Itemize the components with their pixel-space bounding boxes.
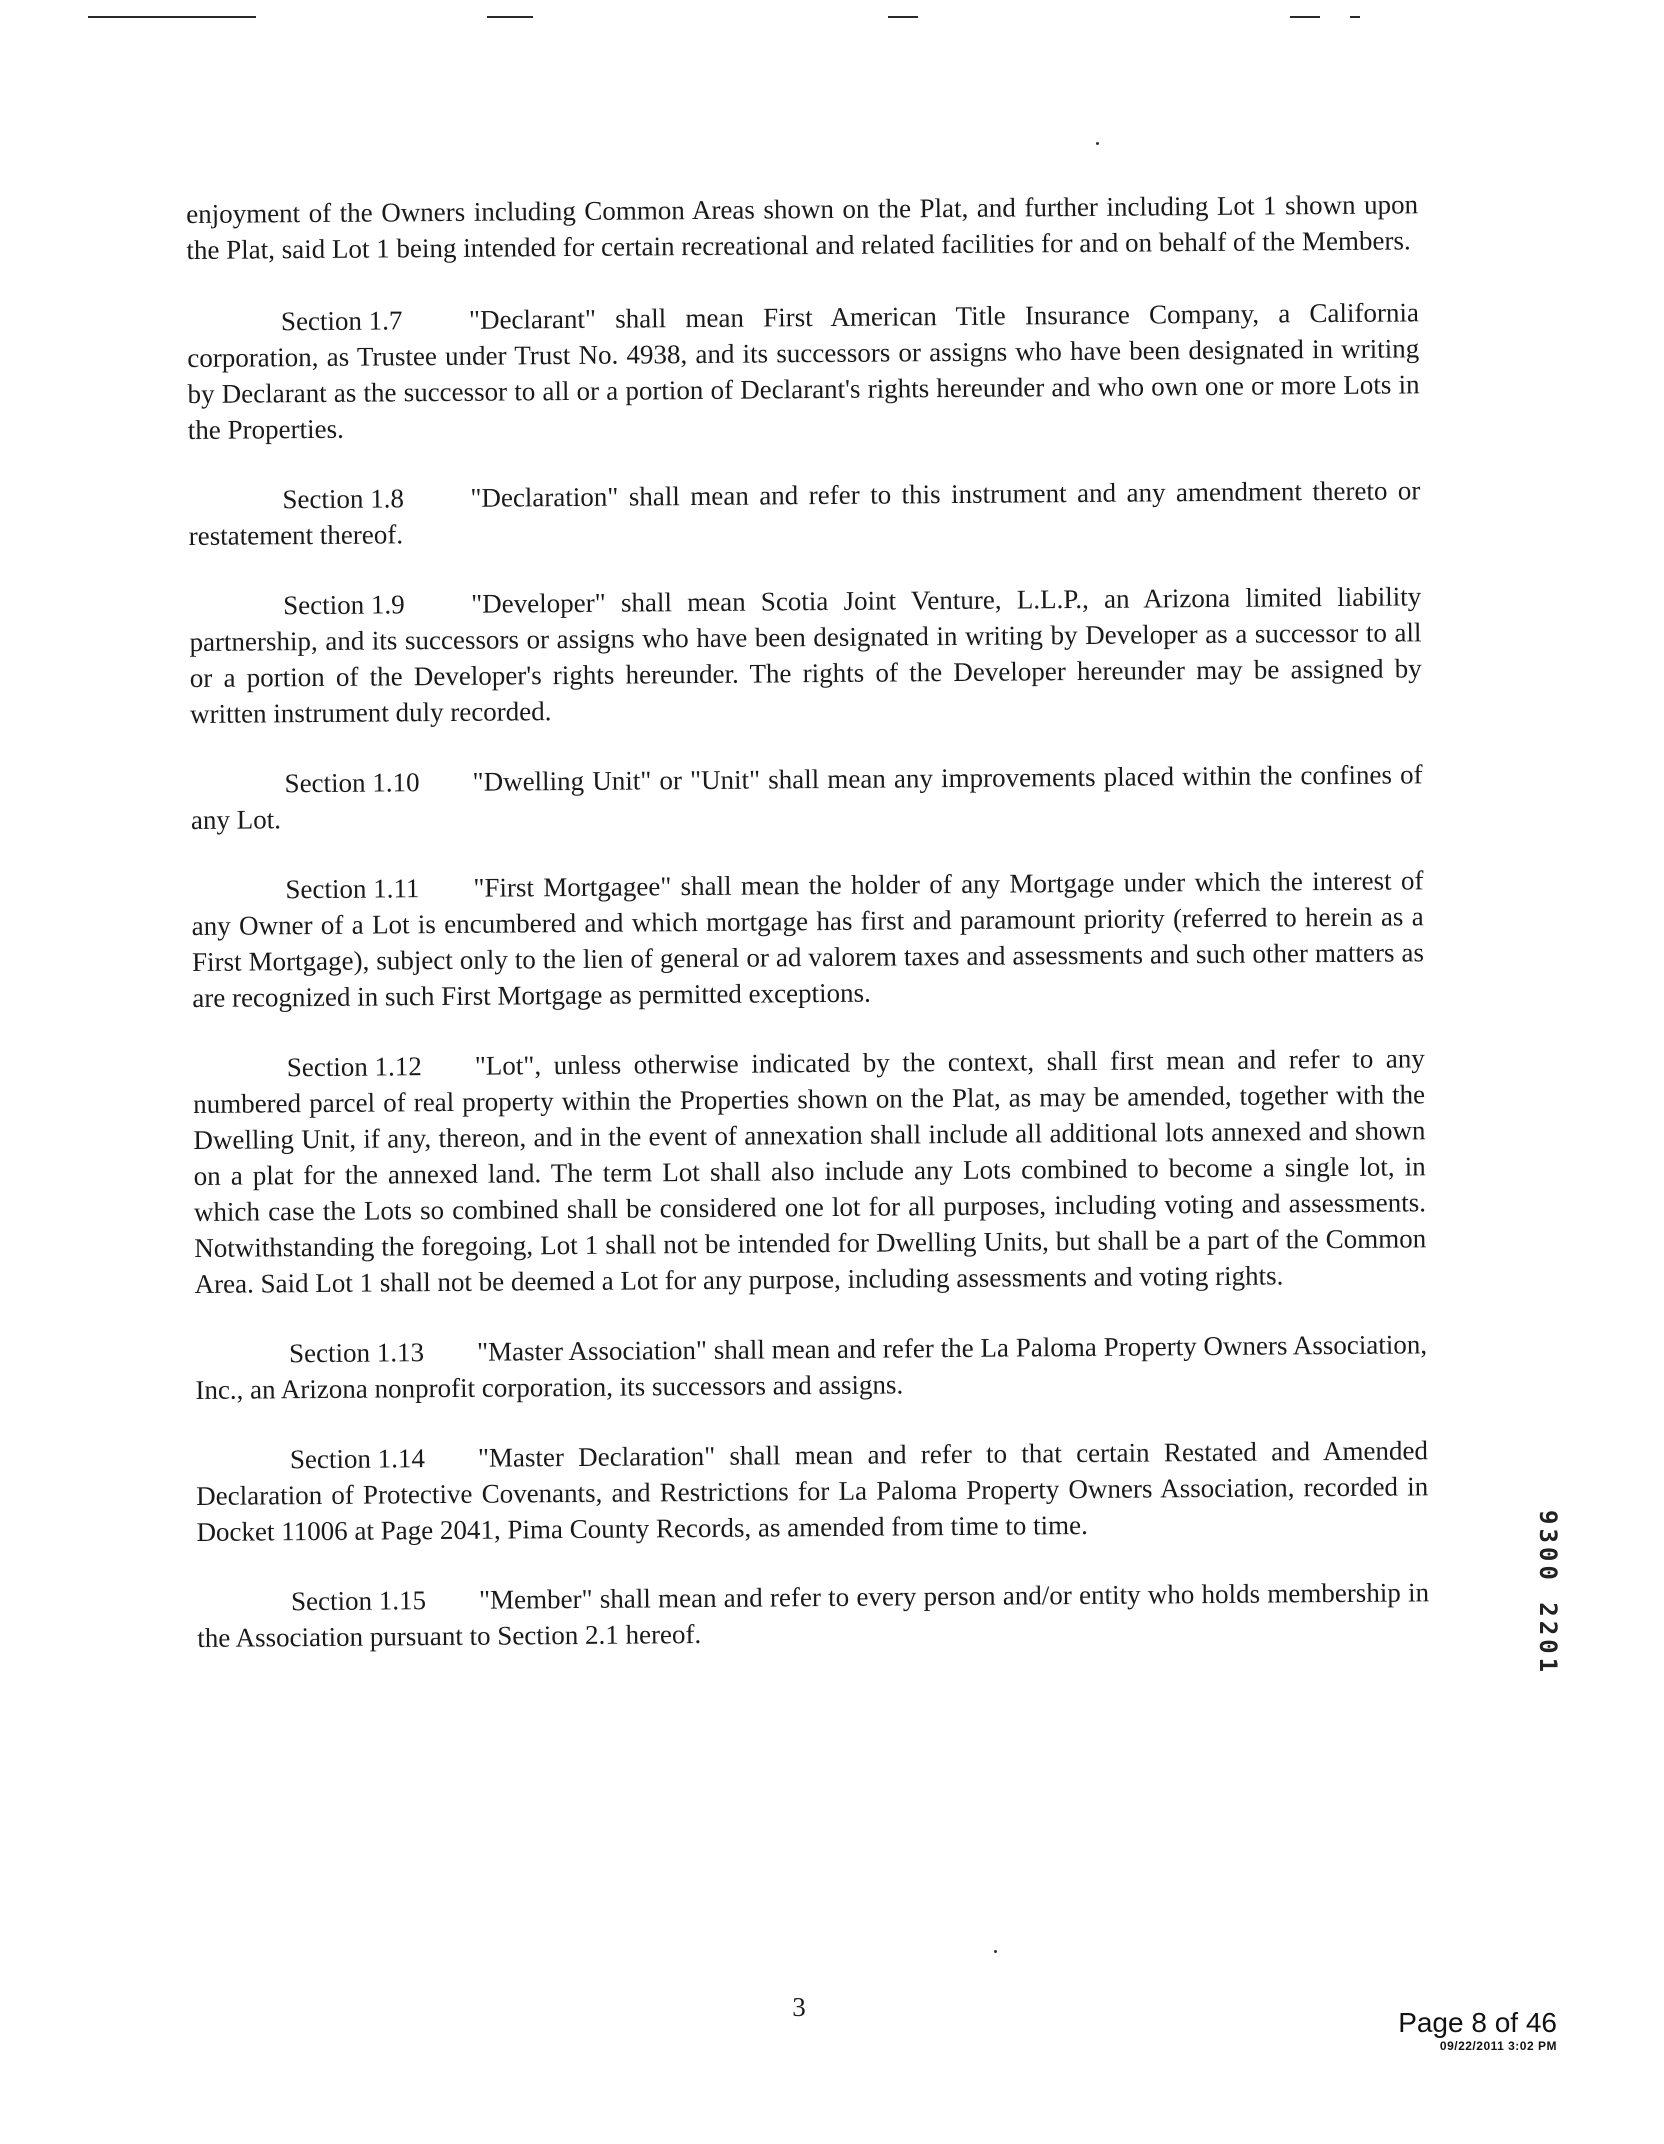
scan-artifact-line	[888, 16, 918, 18]
section-label: Section 1.13	[288, 1337, 425, 1369]
section-text: "Lot", unless otherwise indicated by the context, shall first mean and refer to any numbered parcel of real property within the Properties shown on the Plat, as may be amended, together with the Dwelling Unit, if any, thereon, and in the event of annexation shall include all additional lots annexed and shown on a plat for the annexed land. The term Lot shall also include any Lots combined to become a single lot, in which case the Lots so combined shall be considered one lot for all purposes, including voting and assessments. Notwithstanding the foregoing, Lot 1 shall not be intended for Dwelling Units, but shall be a part of the Common Area. Said Lot 1 shall not be deemed a Lot for any purpose, including assessments and voting rights.	[193, 1043, 1427, 1299]
section-text: "Member" shall mean and refer to every person and/or entity who holds membership in the Association pursuant to Section 2.1 hereof.	[197, 1577, 1430, 1653]
section-label: Section 1.14	[289, 1443, 426, 1475]
section-1-14	[196, 1432, 1429, 1550]
document-body	[186, 186, 1430, 1690]
section-text: "Declarant" shall mean First American Title Insurance Company, a California corporation, as Trustee under Trust No. 4938, and its successors or assigns who have been designated in writing by Declarant as the successor to all or a portion of Declarant's rights hereunder and who own one or more Lots in the Properties.	[187, 297, 1420, 445]
docket-stamp-text: 9300 2201	[1534, 1510, 1562, 1677]
page-number: 3	[792, 1992, 806, 2022]
section-1-15	[197, 1574, 1430, 1656]
section-text: "Master Association" shall mean and refer the La Paloma Property Owners Association, Inc., an Arizona nonprofit corporation, its successors and assigns.	[195, 1329, 1428, 1405]
docket-stamp	[1536, 1510, 1562, 1850]
section-1-8	[188, 472, 1421, 554]
section-label: Section 1.7	[280, 305, 403, 337]
section-text: "Developer" shall mean Scotia Joint Venture, L.L.P., an Arizona limited liability partnership, and its successors or assigns who have been designated in writing by Developer as a successor to all or a portion of the Developer's rights hereunder. The rights of the Developer hereunder may be assigned by written instrument duly recorded.	[189, 581, 1422, 729]
section-text: "Declaration" shall mean and refer to this instrument and any amendment thereto or restatement thereof.	[188, 475, 1421, 551]
section-1-11	[191, 862, 1424, 1016]
section-text: "Master Declaration" shall mean and refer to that certain Restated and Amended Declaration of Protective Covenants, and Restrictions for La Paloma Property Owners Association, recorded in Docket 11006 at Page 2041, Pima County Records, as amended from time to time.	[196, 1435, 1429, 1547]
section-label: Section 1.15	[290, 1585, 427, 1617]
scan-artifact-line	[487, 16, 533, 18]
section-1-10	[190, 756, 1423, 838]
intro-paragraph: enjoyment of the Owners including Common Areas shown on the Plat, and further including Lot 1 shown upon the Plat, said Lot 1 being intended for certain recreational and related facilities for and on behalf of the Members.	[186, 189, 1419, 265]
section-1-12	[193, 1040, 1427, 1302]
section-label: Section 1.11	[285, 873, 420, 905]
section-label: Section 1.9	[283, 589, 405, 621]
section-text: "First Mortgagee" shall mean the holder of any Mortgage under which the interest of any Owner of a Lot is encumbered and which mortgage has first and paramount priority (referred to herein as a First Mortgage), subject only to the lien of general or ad valorem taxes and assessments and such other matters as are recognized in such First Mortgage as permitted exceptions.	[191, 865, 1425, 1013]
section-text: "Dwelling Unit" or "Unit" shall mean any improvements placed within the confines of any Lot.	[190, 759, 1423, 835]
section-1-7	[187, 294, 1420, 448]
page-footer	[1398, 2008, 1557, 2054]
section-label: Section 1.12	[286, 1051, 422, 1083]
scan-speck	[994, 1950, 997, 1953]
footer-timestamp: 09/22/2011 3:02 PM	[1439, 2039, 1557, 2053]
section-label: Section 1.8	[282, 483, 404, 515]
scan-artifact-line	[88, 16, 256, 18]
scan-speck	[1096, 142, 1099, 145]
scan-artifact-line	[1350, 16, 1360, 18]
scan-artifact-line	[1290, 16, 1320, 18]
page-of-indicator: Page 8 of 46	[1398, 2007, 1557, 2038]
section-1-13	[195, 1326, 1428, 1408]
section-label: Section 1.10	[284, 767, 420, 799]
section-1-9	[189, 578, 1422, 732]
